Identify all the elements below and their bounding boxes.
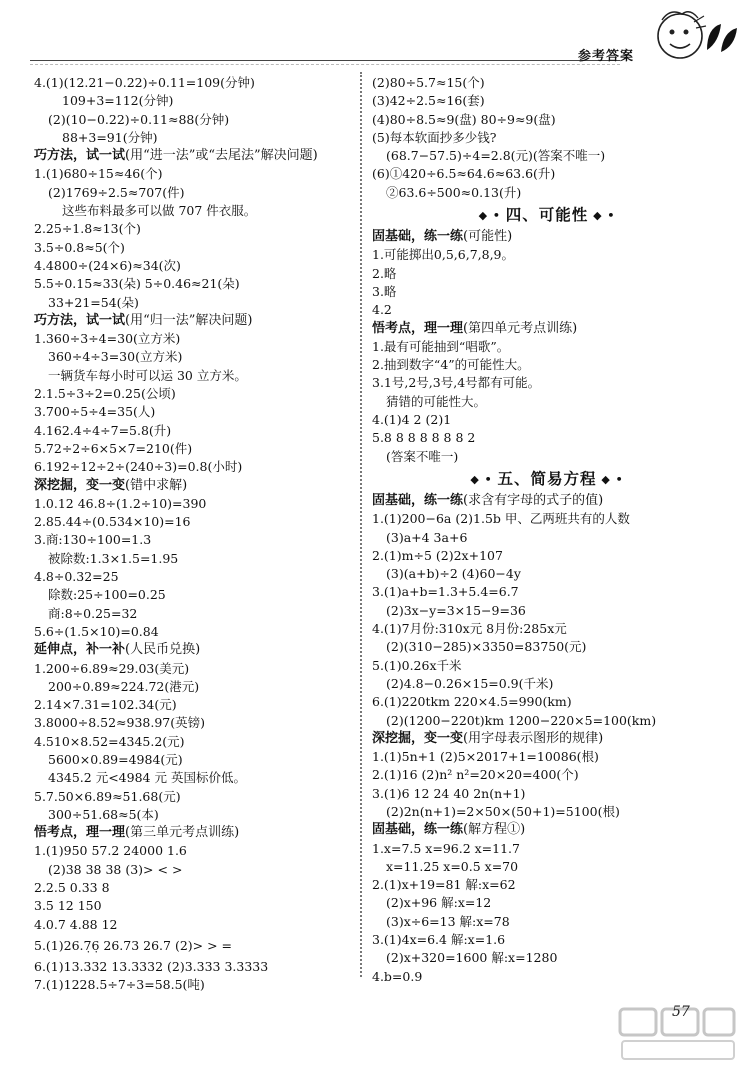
answer-text: 1.(1)5n+1 (2)5×2017+1=10086(根) [372, 749, 599, 765]
answer-line [372, 429, 722, 447]
answer-line [34, 550, 354, 568]
section-heading-text: 悟考点，理一理 [372, 320, 464, 336]
answer-text: 被除数:1.3×1.5=1.95 [48, 550, 179, 566]
answer-text: ②63.6÷500≈0.13(升) [386, 184, 522, 200]
answer-line [34, 897, 354, 915]
answer-line [372, 393, 722, 411]
answer-text: 3.(1)a+b=1.3+5.4=6.7 [372, 584, 519, 600]
diamond-icon: ◆ • [588, 209, 616, 223]
answer-text: 这些布料最多可以做 707 件衣服。 [62, 203, 257, 219]
answer-text: 4.510×8.52=4345.2(元) [34, 733, 185, 749]
section-heading-text: 深挖掘，变一变 [372, 730, 464, 746]
answer-text: 2.2.5 0.33 8 [34, 880, 110, 896]
section-note: (用“归一法”解决问题) [125, 312, 253, 328]
answer-text: 4.4800÷(24×6)≈34(次) [34, 257, 181, 273]
answer-text: 4.162.4÷4÷7=5.8(升) [34, 422, 172, 438]
answer-line [34, 842, 354, 860]
answer-text: 5.5÷0.15≈33(朵) 5÷0.46≈21(朵) [34, 276, 240, 292]
answer-line [372, 748, 722, 766]
answer-line [34, 788, 354, 806]
answer-text: 5600×0.89=4984(元) [48, 751, 183, 767]
answer-text: 360÷4÷3=30(立方米) [48, 349, 183, 365]
unit-title-text: 五、简易方程 [497, 469, 597, 488]
answer-text: 4.(1)(12.21−0.22)÷0.11=109(分钟) [34, 75, 255, 90]
answer-text: (2)4.8−0.26×15=0.9(千米) [386, 675, 554, 691]
answer-line [372, 620, 722, 638]
section-heading [372, 228, 722, 246]
answer-text: (2)(310−285)×3350=83750(元) [386, 639, 587, 655]
answer-line [372, 675, 722, 693]
mascot-icon [650, 6, 710, 64]
answer-line [372, 411, 722, 429]
answer-line [34, 348, 354, 366]
answer-line [34, 239, 354, 257]
section-heading [372, 320, 722, 338]
answer-line [34, 513, 354, 531]
answer-text: 4.0.7 4.88 12 [34, 916, 118, 932]
answer-text: 除数:25÷100=0.25 [48, 587, 166, 603]
answer-text: 88+3=91(分钟) [62, 129, 158, 145]
answer-text: (2)80÷5.7≈15(个) [372, 75, 485, 90]
answer-text: 4.(1)4 2 (2)1 [372, 412, 452, 428]
answer-line [372, 184, 722, 202]
answer-line [34, 220, 354, 238]
section-heading [372, 492, 722, 510]
section-heading-text: 悟考点，理一理 [34, 825, 126, 841]
answer-text: (3)a+4 3a+6 [386, 529, 468, 545]
answer-line [34, 934, 354, 958]
answer-text: 3.(1)4x=6.4 解:x=1.6 [372, 932, 506, 948]
answer-text: 2.(1)16 (2)n² n²=20×20=400(个) [372, 767, 579, 783]
section-heading-text: 巧方法，试一试 [34, 148, 126, 164]
answer-text: 一辆货车每小时可以运 30 立方米。 [48, 367, 247, 383]
answer-line [372, 840, 722, 858]
answer-text: (3)(a+b)÷2 (4)60−4y [386, 566, 521, 582]
section-note: (错中求解) [125, 477, 188, 493]
answer-line [34, 129, 354, 147]
answer-line [372, 301, 722, 319]
section-heading [372, 730, 722, 748]
answer-text: 4345.2 元<4984 元 英国标价低。 [48, 770, 246, 786]
answer-line [372, 129, 722, 147]
answer-line [34, 531, 354, 549]
answer-text: 1.0.12 46.8÷(1.2÷10)=390 [34, 495, 207, 511]
answer-text: 2.14×7.31=102.34(元) [34, 697, 177, 713]
answer-line [34, 586, 354, 604]
answer-text: 1.(1)200−6a (2)1.5b 甲、乙两班共有的人数 [372, 511, 630, 527]
answer-line [372, 803, 722, 821]
answer-line [372, 165, 722, 183]
answer-text: 200÷0.89≈224.72(港元) [48, 678, 200, 694]
answer-line [372, 510, 722, 528]
answer-line [372, 931, 722, 949]
section-heading [34, 641, 354, 659]
answer-text: 2.(1)x+19=81 解:x=62 [372, 877, 516, 893]
section-heading [34, 477, 354, 495]
answer-line [372, 712, 722, 730]
answer-text: 1.(1)950 57.2 24000 1.6 [34, 843, 187, 859]
answer-text: 33+21=54(朵) [48, 294, 139, 310]
answer-text: 4.b=0.9 [372, 968, 423, 984]
answer-line [372, 529, 722, 547]
answer-text: 4.(1)7月份:310x元 8月份:285x元 [372, 621, 567, 637]
answer-line [372, 858, 722, 876]
answer-line [34, 422, 354, 440]
answer-text: (2)x+96 解:x=12 [386, 895, 492, 911]
answer-line [372, 785, 722, 803]
answer-line [34, 733, 354, 751]
answer-text: x=11.25 x=0.5 x=70 [386, 858, 519, 874]
answer-line [34, 458, 354, 476]
answer-line [34, 294, 354, 312]
answer-text: 商:8÷0.25=32 [48, 605, 138, 621]
unit-title [372, 466, 722, 492]
answer-line [372, 547, 722, 565]
answer-line [34, 275, 354, 293]
answer-line [372, 949, 722, 967]
right-answer-column [372, 74, 722, 986]
answer-text: (2)(10−0.22)÷0.11≈88(分钟) [48, 111, 230, 127]
answer-text: (4)80÷8.5≈9(盘) 80÷9≈9(盘) [372, 111, 556, 127]
answer-line [34, 202, 354, 220]
answer-text: 2.85.44÷(0.534×10)=16 [34, 514, 191, 530]
answer-line [34, 330, 354, 348]
answer-text: 1.最有可能抽到“唱歌”。 [372, 338, 510, 354]
answer-text: 1.200÷6.89≈29.03(美元) [34, 660, 190, 676]
answer-line [372, 374, 722, 392]
answer-line [372, 74, 722, 92]
answer-text: 6.(1)13.332 13.3332 (2)3.333 3.3333 [34, 958, 269, 974]
answer-text: (3)x÷6=13 解:x=78 [386, 913, 510, 929]
section-heading [34, 147, 354, 165]
answer-line [372, 111, 722, 129]
answer-line [372, 602, 722, 620]
section-heading [34, 312, 354, 330]
answer-text: 4.8÷0.32=25 [34, 569, 119, 585]
answer-line [372, 583, 722, 601]
section-heading-text: 深挖掘，变一变 [34, 477, 126, 493]
answer-line [372, 693, 722, 711]
diamond-icon: ◆ • [478, 209, 506, 223]
answer-line [34, 769, 354, 787]
answer-line [34, 74, 354, 92]
section-note: (用“进一法”或“去尾法”解决问题) [125, 148, 318, 164]
answer-text: 5.(1)26.7̣6̣ 26.73 26.7 (2)> > = [34, 937, 233, 953]
answer-text: 2.1.5÷3÷2=0.25(公顷) [34, 386, 176, 402]
answer-text: 4.2 [372, 302, 392, 318]
column-divider [360, 72, 362, 977]
answer-text: 5.7.50×6.89≈51.68(元) [34, 788, 181, 804]
answer-line [34, 111, 354, 129]
answer-line [372, 565, 722, 583]
answer-text: 1.x=7.5 x=96.2 x=11.7 [372, 840, 520, 856]
answer-line [372, 894, 722, 912]
section-note: (求含有字母的式子的值) [463, 492, 604, 508]
answer-line [372, 265, 722, 283]
section-heading [372, 821, 722, 839]
answer-text: (68.7−57.5)÷4=2.8(元)(答案不唯一) [386, 148, 606, 164]
section-note: (解方程①) [463, 822, 526, 838]
answer-line [34, 751, 354, 769]
answer-text: (2)1769÷2.5≈707(件) [48, 184, 185, 200]
answer-line [34, 958, 354, 976]
answer-line [372, 766, 722, 784]
answer-text: (3)42÷2.5≈16(套) [372, 93, 485, 109]
answer-line [34, 916, 354, 934]
answer-line [34, 696, 354, 714]
answer-text: (2)3x−y=3×15−9=36 [386, 602, 526, 618]
page-header [0, 0, 750, 80]
answer-text: 3.1号,2号,3号,4号都有可能。 [372, 375, 541, 391]
section-note: (用字母表示图形的规律) [463, 730, 604, 746]
section-heading-text: 巧方法，试一试 [34, 312, 126, 328]
diamond-icon: ◆ • [596, 472, 624, 486]
answer-text: 5.(1)0.26x千米 [372, 657, 462, 673]
answer-text: 2.25÷1.8≈13(个) [34, 221, 141, 237]
answer-line [34, 92, 354, 110]
answer-line [372, 92, 722, 110]
answer-line [34, 976, 354, 994]
answer-text: 3.5÷0.8≈5(个) [34, 239, 125, 255]
answer-line [372, 448, 722, 466]
answer-text: 3.略 [372, 283, 397, 299]
answer-text: 6.(1)220tkm 220×4.5=990(km) [372, 694, 572, 710]
answer-line [34, 495, 354, 513]
section-note: (可能性) [463, 229, 513, 245]
answer-line [372, 283, 722, 301]
left-answer-column [34, 74, 354, 995]
answer-line [372, 246, 722, 264]
answer-text: 1.可能掷出0,5,6,7,8,9。 [372, 247, 515, 263]
answer-line [34, 678, 354, 696]
answer-line [372, 338, 722, 356]
answer-line [34, 568, 354, 586]
answer-line [372, 968, 722, 986]
answer-text: (5)每本软面抄多少钱? [372, 129, 497, 145]
answer-text: 2.(1)m÷5 (2)2x+107 [372, 547, 503, 563]
answer-line [34, 257, 354, 275]
diamond-icon: ◆ • [470, 472, 498, 486]
answer-text: 3.5 12 150 [34, 898, 102, 914]
answer-line [34, 367, 354, 385]
answer-text: (2)x+320=1600 解:x=1280 [386, 950, 558, 966]
answer-text: 猜错的可能性大。 [386, 393, 487, 409]
answer-text: 3.(1)6 12 24 40 2n(n+1) [372, 785, 526, 801]
section-note: (第四单元考点训练) [463, 320, 578, 336]
answer-text: 3.商:130÷100=1.3 [34, 532, 152, 548]
unit-title-text: 四、可能性 [505, 206, 589, 225]
answer-line [34, 440, 354, 458]
answer-line [34, 184, 354, 202]
answer-text: 300÷51.68≈5(本) [48, 806, 159, 822]
answer-line [34, 403, 354, 421]
header-title: 参考答案 [578, 49, 635, 64]
answer-text: 5.6÷(1.5×10)=0.84 [34, 623, 159, 639]
answer-line [34, 879, 354, 897]
header-rule [30, 60, 620, 61]
section-note: (第三单元考点训练) [125, 825, 240, 841]
page-number: 57 [672, 1004, 690, 1020]
answer-text: (2)2n(n+1)=2×50×(50+1)=5100(根) [386, 803, 620, 819]
answer-line [372, 913, 722, 931]
answer-text: (2)38 38 38 (3)> < > [48, 861, 183, 877]
answer-text: 5.8 8 8 8 8 8 8 2 [372, 430, 476, 446]
answer-text: 6.192÷12÷2÷(240÷3)=0.8(小时) [34, 459, 243, 475]
header-rule-dashed [30, 64, 620, 65]
answer-text: 5.72÷2÷6×5×7=210(件) [34, 440, 193, 456]
section-heading-text: 固基础，练一练 [372, 492, 464, 508]
answer-line [372, 356, 722, 374]
section-note: (人民币兑换) [125, 642, 201, 658]
answer-text: 7.(1)1228.5÷7÷3=58.5(吨) [34, 977, 205, 993]
answer-text: (答案不唯一) [386, 448, 459, 464]
answer-line [372, 147, 722, 165]
unit-title [372, 202, 722, 228]
answer-text: (2)(1200−220t)km 1200−220×5=100(km) [386, 712, 657, 728]
answer-text: (6)①420÷6.5≈64.6≈63.6(升) [372, 166, 556, 182]
answer-text: 3.700÷5÷4=35(人) [34, 404, 156, 420]
section-heading-text: 固基础，练一练 [372, 822, 464, 838]
answer-text: 2.抽到数字“4”的可能性大。 [372, 357, 530, 373]
answer-line [372, 638, 722, 656]
answer-text: 2.略 [372, 265, 397, 281]
section-heading-text: 延伸点，补一补 [34, 642, 126, 658]
answer-line [372, 876, 722, 894]
answer-text: 3.8000÷8.52≈938.97(英镑) [34, 715, 206, 731]
answer-text: 1.(1)680÷15≈46(个) [34, 166, 163, 182]
answer-line [34, 165, 354, 183]
answer-line [34, 806, 354, 824]
leaf-icon [703, 20, 739, 56]
answer-line [372, 657, 722, 675]
section-heading [34, 824, 354, 842]
answer-text: 1.360÷3÷4=30(立方米) [34, 331, 181, 347]
answer-line [34, 660, 354, 678]
answer-text: 109+3=112(分钟) [62, 93, 174, 109]
answer-line [34, 714, 354, 732]
answer-line [34, 605, 354, 623]
section-heading-text: 固基础，练一练 [372, 229, 464, 245]
answer-line [34, 385, 354, 403]
answer-line [34, 623, 354, 641]
answer-line [34, 861, 354, 879]
